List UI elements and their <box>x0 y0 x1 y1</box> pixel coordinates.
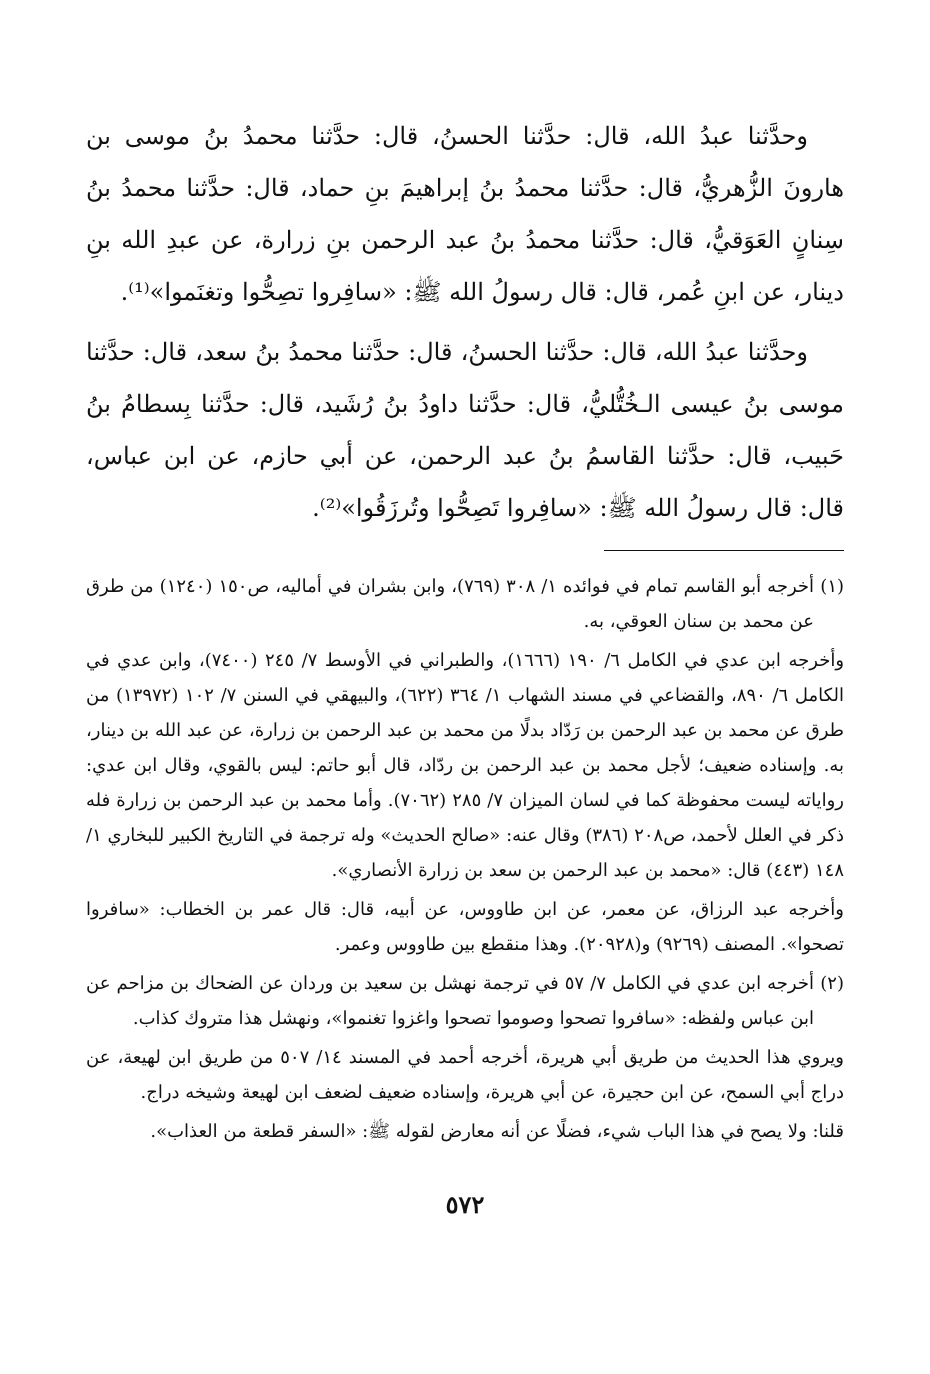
footnote-2-continuation-a: ويروي هذا الحديث من طريق أبي هريرة، أخرجه أحمد في المسند ١٤/ ٥٠٧ من طريق ابن لهيعة، عن دراج أبي السمح، عن ابن حجيرة، عن أبي هريرة، وإسناده ضعيف لضعف ابن لهيعة وشيخه دراج. <box>86 1047 844 1103</box>
main-text <box>86 110 844 534</box>
footnote-1-continuation-a: وأخرجه ابن عدي في الكامل ٦/ ١٩٠ (١٦٦٦)، والطبراني في الأوسط ٧/ ٢٤٥ (٧٤٠٠)، وابن عدي في الكامل ٦/ ٨٩٠، والقضاعي في مسند الشهاب ١/ ٣٦٤ (٦٢٢)، والبيهقي في السنن ٧/ ١٠٢ (١٣٩٧٢) من طرق عن محمد بن عبد الرحمن بن رَدّاد بدلًا من محمد بن عبد الرحمن بن زرارة، عن عبد الله بن دينار، به. وإسناده ضعيف؛ لأجل محمد بن عبد الرحمن بن ردّاد، قال أبو حاتم: ليس بالقوي، وقال ابن عدي: رواياته ليست محفوظة كما في لسان الميزان ٧/ ٢٨٥ (٧٠٦٢). وأما محمد بن عبد الرحمن بن زرارة فله ذكر في العلل لأحمد، ص٢٠٨ (٣٨٦) وقال عنه: «صالح الحديث» وله ترجمة في التاريخ الكبير للبخاري ١/ ١٤٨ (٤٤٣) قال: «محمد بن عبد الرحمن بن سعد بن زرارة الأنصاري». <box>86 650 845 881</box>
hadith-paragraph-2: وحدَّثنا عبدُ الله، قال: حدَّثنا الحسنُ، قال: حدَّثنا محمدُ بنُ سعد، قال: حدَّثنا موسى بنُ عيسى الـخُتُّليُّ، قال: حدَّثنا داودُ بنُ رُشَيد، قال: حدَّثنا بِسطامُ بنُ حَبيب، قال: حدَّثنا القاسمُ بنُ عبد الرحمن، عن أبي حازم، عن ابن عباس، قال: قال رسولُ الله ﷺ: «سافِروا تَصِحُّوا وتُرزَقُوا»⁽²⁾. <box>86 338 844 522</box>
footnote-2 <box>86 966 844 1036</box>
footnote-1-number: (١) <box>820 576 845 597</box>
page-number: ٥٧٢ <box>445 1190 485 1219</box>
footnote-1-continuation-b: وأخرجه عبد الرزاق، عن معمر، عن ابن طاووس، عن أبيه، قال: قال عمر بن الخطاب: «سافروا تصحوا». المصنف (٩٢٦٩) و(٢٠٩٢٨). وهذا منقطع بين طاووس وعمر. <box>86 899 844 955</box>
footnote-1 <box>86 569 844 639</box>
footnote-2-number: (٢) <box>820 973 844 994</box>
footnote-1-text: أخرجه أبو القاسم تمام في فوائده ١/ ٣٠٨ (٧٦٩)، وابن بشران في أماليه، ص١٥٠ (١٢٤٠) من طرق عن محمد بن سنان العوقي، به. <box>86 576 815 632</box>
hadith-paragraph-1: وحدَّثنا عبدُ الله، قال: حدَّثنا الحسنُ، قال: حدَّثنا محمدُ بنُ موسى بن هارونَ الزُّهريُّ، قال: حدَّثنا محمدُ بنُ إبراهيمَ بنِ حماد، قال: حدَّثنا محمدُ بنُ سِنانٍ العَوَقيُّ، قال: حدَّثنا محمدُ بنُ عبد الرحمن بنِ زرارة، عن عبدِ الله بنِ دينار، عن ابنِ عُمر، قال: قال رسولُ الله ﷺ: «سافِروا تصِحُّوا وتغنَموا»⁽¹⁾. <box>86 122 845 306</box>
footnote-2-continuation-b: قلنا: ولا يصح في هذا الباب شيء، فضلًا عن أنه معارض لقوله ﷺ: «السفر قطعة من العذاب». <box>150 1121 844 1142</box>
footnote-separator <box>604 550 844 551</box>
book-page <box>86 110 844 1340</box>
footnote-2-text: أخرجه ابن عدي في الكامل ٧/ ٥٧ في ترجمة نهشل بن سعيد بن وردان عن الضحاك بن مزاحم عن ابن عباس ولفظه: «سافروا تصحوا وصوموا تصحوا واغزوا تغنموا»، ونهشل هذا متروك كذاب. <box>86 973 814 1029</box>
footnotes <box>86 569 844 1149</box>
